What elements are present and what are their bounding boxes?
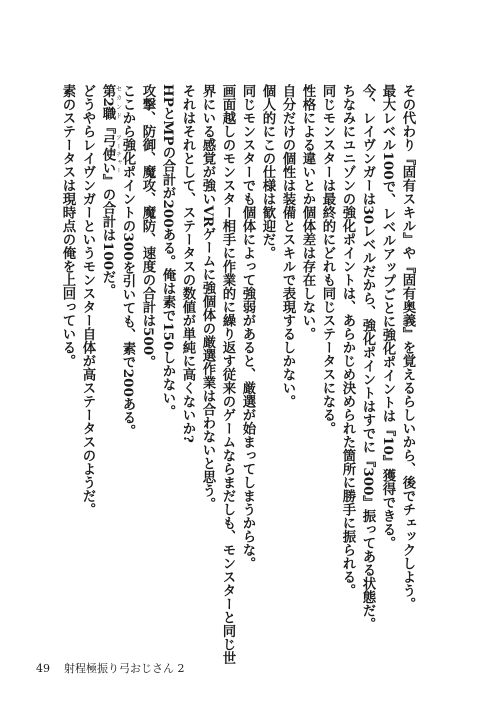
page-number: 49 [36, 662, 50, 675]
vertical-text-line: ここから強化ポイントの300を引いても、素で200ある。 [120, 84, 136, 438]
vertical-text-line: それはそれとして、ステータスの数値が単純に高くないか? [180, 84, 196, 443]
vertical-text-line: 画面越しのモンスター相手に作業的に繰り返す従来のゲームならまだしも、モンスターと同じ世 [220, 84, 236, 665]
vertical-text-line: 最大レベル100で、レベルアップごとに強化ポイントは『10』獲得できる。 [380, 84, 396, 550]
vertical-text-line: 第2職セカンド『弓使いアーチャー』の合計は100だ。 [100, 84, 122, 298]
vertical-text-line: 個人的にこの仕様は歓迎だ。 [260, 84, 276, 260]
vertical-text-line: 自分だけの個性は装備とスキルで表現するしかない。 [280, 84, 296, 408]
vertical-text-line: どうやらレイヴンガーというモンスター自体が高ステータスのようだ。 [80, 84, 96, 516]
ruby-annotated-word: 弓使いアーチャー [100, 133, 122, 175]
vertical-text-line: 同じモンスターでも個体によって強弱があると、厳選が始まってしまうからな。 [240, 84, 256, 570]
vertical-text-line: 攻撃、防御、魔攻、魔防、速度の合計は500。 [140, 84, 156, 369]
vertical-text-line: 界にいる感覚が強いVRゲームに強個体の厳選作業は合わないと思う。 [200, 84, 216, 511]
vertical-text-line: その代わり『固有スキル』や『固有奥義』を覚えるらしいから、後でチェックしよう。 [400, 84, 416, 611]
page-footer [36, 662, 199, 676]
vertical-text-line: ちなみにユニゾンの強化ポイントは、あらかじめ決められた箇所に勝手に振られる。 [340, 84, 356, 597]
ruby-annotated-word: 第2職セカンド [100, 84, 122, 121]
vertical-text-line: 素のステータスは現時点の俺を上回っている。 [60, 84, 76, 368]
vertical-text-line: 同じモンスターは最終的にどれも同じステータスになる。 [320, 84, 336, 435]
vertical-text-line: 性格による違いとか個体差は存在しない。 [300, 84, 316, 341]
vertical-text-line: 今、レイヴンガーは30レベルだから、強化ポイントはすでに『300』振ってある状態だ。 [360, 84, 376, 631]
book-title: 射程極振り弓おじさん 2 [64, 662, 185, 675]
vertical-text-line: HPとMPの合計が200ある。俺は素で150しかない。 [160, 84, 176, 419]
